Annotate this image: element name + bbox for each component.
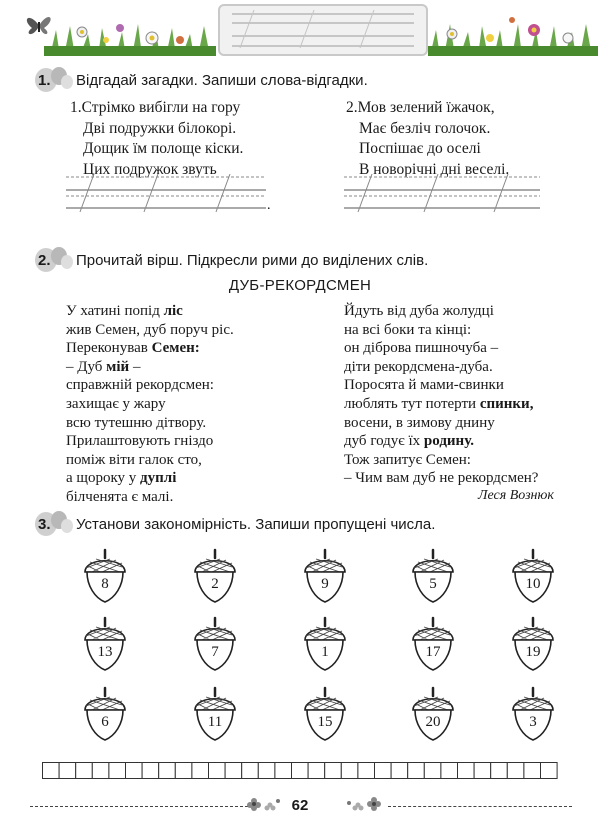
riddle-line: Цих подружок звуть — [83, 160, 217, 178]
highlighted-word: родину. — [423, 433, 474, 450]
poem-line — [344, 414, 538, 433]
poem-text: захищає у жару — [66, 395, 166, 412]
poem-text: Йдуть від дуба жолудці — [344, 303, 494, 319]
answer-grid[interactable] — [42, 762, 558, 780]
poem-line — [66, 432, 234, 451]
highlighted-word: ліс — [163, 303, 183, 319]
answer-lines-1[interactable] — [66, 174, 276, 214]
highlighted-word: дуплі — [140, 470, 177, 487]
riddle-line: Дощик їм полоще кіски. — [83, 140, 244, 157]
poem-line — [344, 358, 538, 377]
poem-title: ДУБ-РЕКОРДСМЕН — [228, 277, 372, 294]
poem-line — [344, 469, 538, 488]
acorn — [410, 616, 456, 672]
grid-cell[interactable] — [242, 763, 259, 779]
acorn — [82, 616, 128, 672]
poem-text: діти рекордсмена-дуба. — [344, 358, 493, 375]
poem-text: он діброва пишночуба – — [344, 340, 499, 357]
flowers-icon — [344, 793, 384, 815]
task-number: 1. — [38, 72, 51, 89]
poem-line — [66, 414, 234, 433]
task-1-header — [32, 66, 368, 94]
poem-line — [344, 321, 538, 340]
grid-cell[interactable] — [424, 763, 441, 779]
acorn-number: 1 — [321, 644, 329, 660]
grid-cell[interactable] — [258, 763, 275, 779]
poem-line — [66, 451, 234, 470]
grid-cell[interactable] — [43, 763, 60, 779]
acorn-number: 19 — [525, 644, 541, 660]
poem-line — [66, 358, 234, 377]
acorn — [510, 686, 556, 742]
poem-column-left — [66, 302, 234, 507]
acorn-number: 15 — [317, 714, 333, 730]
grid-cell[interactable] — [76, 763, 93, 779]
poem-text: жив Семен, дуб поруч ріс. — [66, 321, 234, 338]
poem-text: на всі боки та кінці: — [344, 321, 472, 338]
acorn-number: 8 — [101, 576, 109, 592]
grid-cell[interactable] — [541, 763, 558, 779]
grid-cell[interactable] — [391, 763, 408, 779]
acorn — [302, 548, 348, 604]
acorn-number: 10 — [525, 576, 541, 592]
grid-cell[interactable] — [325, 763, 342, 779]
grid-cell[interactable] — [159, 763, 176, 779]
poem-line — [66, 302, 234, 321]
poem-text: люблять тут потерти — [344, 395, 480, 412]
poem-line — [66, 376, 234, 395]
acorn — [410, 686, 456, 742]
acorn — [82, 686, 128, 742]
acorn — [410, 548, 456, 604]
task-badge — [32, 510, 74, 538]
riddle-line: Поспішає до оселі — [359, 140, 481, 157]
task-3-header — [32, 510, 435, 538]
task-2-header — [32, 246, 428, 274]
grid-cell[interactable] — [408, 763, 425, 779]
grid-cell[interactable] — [109, 763, 126, 779]
poem-line — [66, 321, 234, 340]
acorn — [192, 686, 238, 742]
poem-text: – Дуб — [66, 358, 107, 375]
grid-cell[interactable] — [126, 763, 143, 779]
riddle-line: В новорічні дні веселі. — [359, 160, 510, 178]
poem-text: Переконував — [66, 340, 152, 357]
grid-cell[interactable] — [507, 763, 524, 779]
poem-text: Прилаштовують гніздо — [66, 433, 214, 450]
acorn-number: 17 — [425, 644, 441, 660]
highlighted-word: спинки, — [479, 395, 534, 412]
footer-divider-left — [30, 806, 248, 807]
task-badge — [32, 246, 74, 274]
meadow-illustration-right — [428, 8, 598, 56]
acorn-number: 2 — [211, 576, 219, 592]
poem-text: Тож запитує Семен: — [344, 451, 471, 468]
poem-line — [344, 432, 538, 451]
acorn — [82, 548, 128, 604]
svg-text:.: . — [267, 198, 271, 213]
grid-cell[interactable] — [458, 763, 475, 779]
grid-cell[interactable] — [209, 763, 226, 779]
task-instruction: Установи закономірність. Запиши пропущені числа. — [76, 515, 436, 533]
poem-line — [344, 376, 538, 395]
grid-cell[interactable] — [192, 763, 209, 779]
grid-cell[interactable] — [375, 763, 392, 779]
poem-text: – Чим вам дуб не рекордсмен? — [344, 470, 539, 487]
grid-cell[interactable] — [524, 763, 541, 779]
highlighted-word: мій — [106, 358, 130, 375]
task-instruction: Прочитай вірш. Підкресли рими до виділених слів. — [76, 251, 429, 269]
poem-text: справжній рекордсмен: — [66, 377, 214, 394]
acorn — [302, 616, 348, 672]
acorn — [192, 548, 238, 604]
poem-line — [344, 339, 538, 358]
grid-cell[interactable] — [275, 763, 292, 779]
copybook-tab — [218, 4, 428, 56]
acorn-number: 9 — [321, 576, 329, 592]
riddle-line: Має безліч голочок. — [359, 119, 491, 137]
grid-cell[interactable] — [341, 763, 358, 779]
poem-text: Поросята й мами-свинки — [344, 377, 504, 394]
acorn — [192, 616, 238, 672]
answer-lines-2[interactable] — [344, 174, 554, 214]
poem-author: Леся Вознюк — [478, 488, 554, 503]
page-number: 62 — [291, 797, 309, 814]
acorn-number: 20 — [425, 714, 441, 730]
poem-text: У хатині попід — [66, 303, 164, 319]
meadow-illustration-left — [20, 8, 216, 56]
grid-cell[interactable] — [441, 763, 458, 779]
task-number: 2. — [38, 252, 51, 269]
acorn-number: 7 — [211, 644, 219, 660]
grid-cell[interactable] — [92, 763, 109, 779]
task-instruction: Відгадай загадки. Запиши слова-відгадки. — [76, 71, 368, 89]
grid-cell[interactable] — [474, 763, 491, 779]
task-badge — [32, 66, 74, 94]
riddle-2 — [346, 98, 509, 180]
poem-text: – — [129, 358, 141, 375]
poem-line — [66, 395, 234, 414]
poem-text: а щороку у — [66, 470, 141, 487]
grid-cell[interactable] — [175, 763, 192, 779]
acorn-number: 11 — [207, 714, 223, 730]
grid-cell[interactable] — [59, 763, 76, 779]
butterfly-icon — [27, 17, 51, 34]
poem-text: поміж віти галок сто, — [66, 451, 202, 468]
grid-cell[interactable] — [292, 763, 309, 779]
riddle-line: 2.Мов зелений їжачок, — [346, 99, 495, 116]
grid-cell[interactable] — [491, 763, 508, 779]
grid-cell[interactable] — [225, 763, 242, 779]
footer-divider-right — [388, 806, 572, 807]
grid-cell[interactable] — [358, 763, 375, 779]
flowers-icon — [246, 793, 282, 815]
riddle-line: Дві подружки білокорі. — [83, 119, 237, 137]
poem-line — [66, 339, 234, 358]
grid-cell[interactable] — [142, 763, 159, 779]
poem-column-right — [344, 302, 538, 488]
poem-line — [66, 469, 234, 488]
acorn-number: 13 — [97, 644, 113, 660]
acorn-number: 6 — [101, 714, 109, 730]
poem-line — [344, 302, 538, 321]
poem-line — [66, 488, 234, 507]
poem-line — [344, 451, 538, 470]
page-header — [0, 0, 600, 62]
acorn — [510, 616, 556, 672]
grid-cell[interactable] — [308, 763, 325, 779]
poem-text: білченята є малі. — [66, 488, 174, 505]
highlighted-word: Семен: — [151, 340, 200, 357]
poem-text: восени, в зимову днину — [344, 414, 495, 431]
copybook-lines — [220, 6, 426, 54]
poem-text: всю тутешню дітвору. — [66, 414, 207, 431]
riddle-1 — [70, 98, 243, 180]
poem-line — [344, 395, 538, 414]
acorn-number: 3 — [529, 714, 537, 730]
acorn — [510, 548, 556, 604]
poem-text: дуб годує їх — [344, 433, 424, 450]
task-number: 3. — [38, 516, 51, 533]
acorn-number: 5 — [429, 576, 437, 592]
riddle-line: 1.Стрімко вибігли на гору — [70, 99, 241, 116]
acorn — [302, 686, 348, 742]
